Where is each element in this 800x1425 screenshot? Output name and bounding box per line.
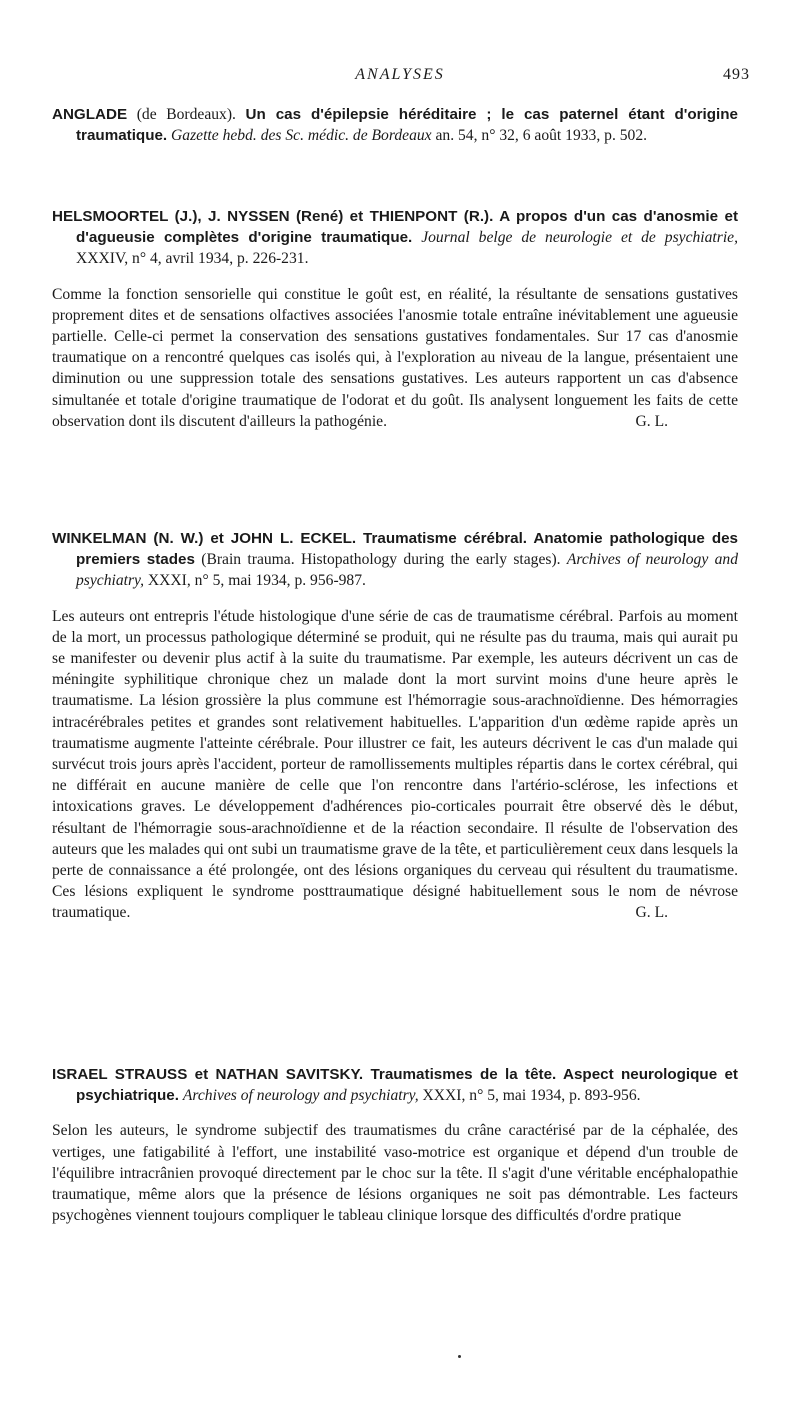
- article-title: A propos d'un cas d'anosmie et d'agueusie complètes d'origine traumatique.: [76, 208, 738, 247]
- author-affiliation: (de Bordeaux).: [127, 106, 246, 123]
- analysis-entry: [52, 1064, 738, 1226]
- analysis-entry: [52, 104, 738, 146]
- author-names: ANGLADE: [52, 106, 128, 123]
- author-names: ISRAEL STRAUSS et NATHAN SAVITSKY.: [52, 1066, 364, 1083]
- summary-text: Selon les auteurs, le syndrome subjectif des traumatismes du crâne caractérisé par de la céphalée, des vertiges, une fatigabilité à l'effort, une instabilité vaso-motrice est organique et dépend d'un trouble de l'équilibre intracrânien provoqué directement par le choc sur la tête. Il s'agit d'une véritable encéphalopathie traumatique, même alors que la présence de lésions organiques ne soit pas démontrable. Les facteurs psychogènes viennent toujours compliquer le tableau clinique lorsque des difficultés d'ordre pratique: [52, 1122, 738, 1225]
- citation: [52, 104, 738, 146]
- author-names: HELSMOORTEL (J.), J. NYSSEN (René) et THIENPONT (R.).: [52, 208, 494, 225]
- journal-name: Archives of neurology and psychiatry,: [76, 551, 738, 590]
- journal-name: Journal belge de neurologie et de psychiatrie,: [421, 229, 738, 247]
- analysis-entry: [52, 528, 738, 924]
- article-title: Un cas d'épilepsie héréditaire ; le cas paternel étant d'origine traumatique.: [76, 106, 738, 145]
- journal-name: Gazette hebd. des Sc. médic. de Bordeaux: [171, 127, 432, 145]
- article-title: Traumatismes de la tête. Aspect neurologique et psychiatrique.: [76, 1066, 738, 1105]
- analysis-entry: [52, 206, 738, 432]
- journal-reference: XXXI, n° 5, mai 1934, p. 956-987.: [144, 572, 366, 590]
- citation: [52, 206, 738, 270]
- citation: [52, 528, 738, 592]
- reviewer-signature: G. L.: [635, 412, 668, 430]
- author-names: WINKELMAN (N. W.) et JOHN L. ECKEL.: [52, 530, 357, 547]
- page-number: 493: [723, 66, 750, 83]
- original-title: (Brain trauma. Histopathology during the early stages).: [194, 551, 561, 569]
- journal-reference: XXXI, n° 5, mai 1934, p. 893-956.: [418, 1087, 641, 1105]
- journal-reference: XXXIV, n° 4, avril 1934, p. 226-231.: [76, 250, 309, 268]
- running-title: ANALYSES: [355, 66, 445, 83]
- article-title: Traumatisme cérébral. Anatomie pathologique des premiers stades: [76, 530, 738, 569]
- summary-text: Les auteurs ont entrepris l'étude histologique d'une série de cas de traumatisme cérébral. Parfois au moment de la mort, un processus pathologique déterminé se produit, qui ne résulte pas du trauma, mais qui aurait pu se manifester ou devenir plus actif à la suite du traumatisme. Par exemple, les auteurs décrivent un cas de méningite syphilitique chronique chez un malade dont la mort survint moins d'une heure après le traumatisme. La lésion grossière la plus commune est l'hémorragie sous-arachnoïdienne. Des hémorragies intracérébrales petites et grandes sont relativement habituelles. L'apparition d'un œdème rapide après un traumatisme augmente l'atteinte cérébrale. Pour illustrer ce fait, les auteurs décrivent le cas d'un malade qui survécut trois jours après l'accident, porteur de ramollissements multiples répartis dans le cortex cérébral, qui ne différait en aucune manière de celle que l'on rencontre dans l'artério-sclérose, les infections et intoxications graves. Le développement d'adhérences pio-corticales pourrait être observé dès le début, résultant de l'hémorragie sous-arachnoïdienne et de la réaction secondaire. Il résulte de l'observation des auteurs que les malades qui ont subi un traumatisme grave de la tête, et particulièrement ceux dans lesquels la perte de connaissance a été prolongée, ont des lésions organiques du cerveau qui résultent du traumatisme. Ces lésions expliquent le syndrome posttraumatique désigné habituellement sous le nom de névrose traumatique. G. L.: [52, 606, 738, 924]
- journal-name: Archives of neurology and psychiatry,: [182, 1087, 419, 1105]
- reviewer-signature: G. L.: [635, 904, 668, 922]
- print-speck: [458, 1355, 461, 1358]
- citation: [52, 1064, 738, 1106]
- running-header: [50, 66, 750, 88]
- summary-text: Comme la fonction sensorielle qui constitue le goût est, en réalité, la résultante de sensations gustatives proprement dites et de sensations olfactives associées l'anosmie totale entraîne inévitablement une agueusie partielle. Celle-ci permet la conservation des sensations gustatives fondamentales. Sur 17 cas d'anosmie traumatique on a rencontré quelques cas isolés qui, à l'exploration au niveau de la langue, présentaient une diminution ou une suppression totale des sensations gustatives. Les auteurs rapportent un cas d'absence simultanée et totale d'origine traumatique de l'odorat et du goût. Ils analysent longuement les faits de cette observation dont ils discutent d'ailleurs la pathogénie. G. L.: [52, 284, 738, 432]
- journal-reference: an. 54, n° 32, 6 août 1933, p. 502.: [431, 127, 648, 145]
